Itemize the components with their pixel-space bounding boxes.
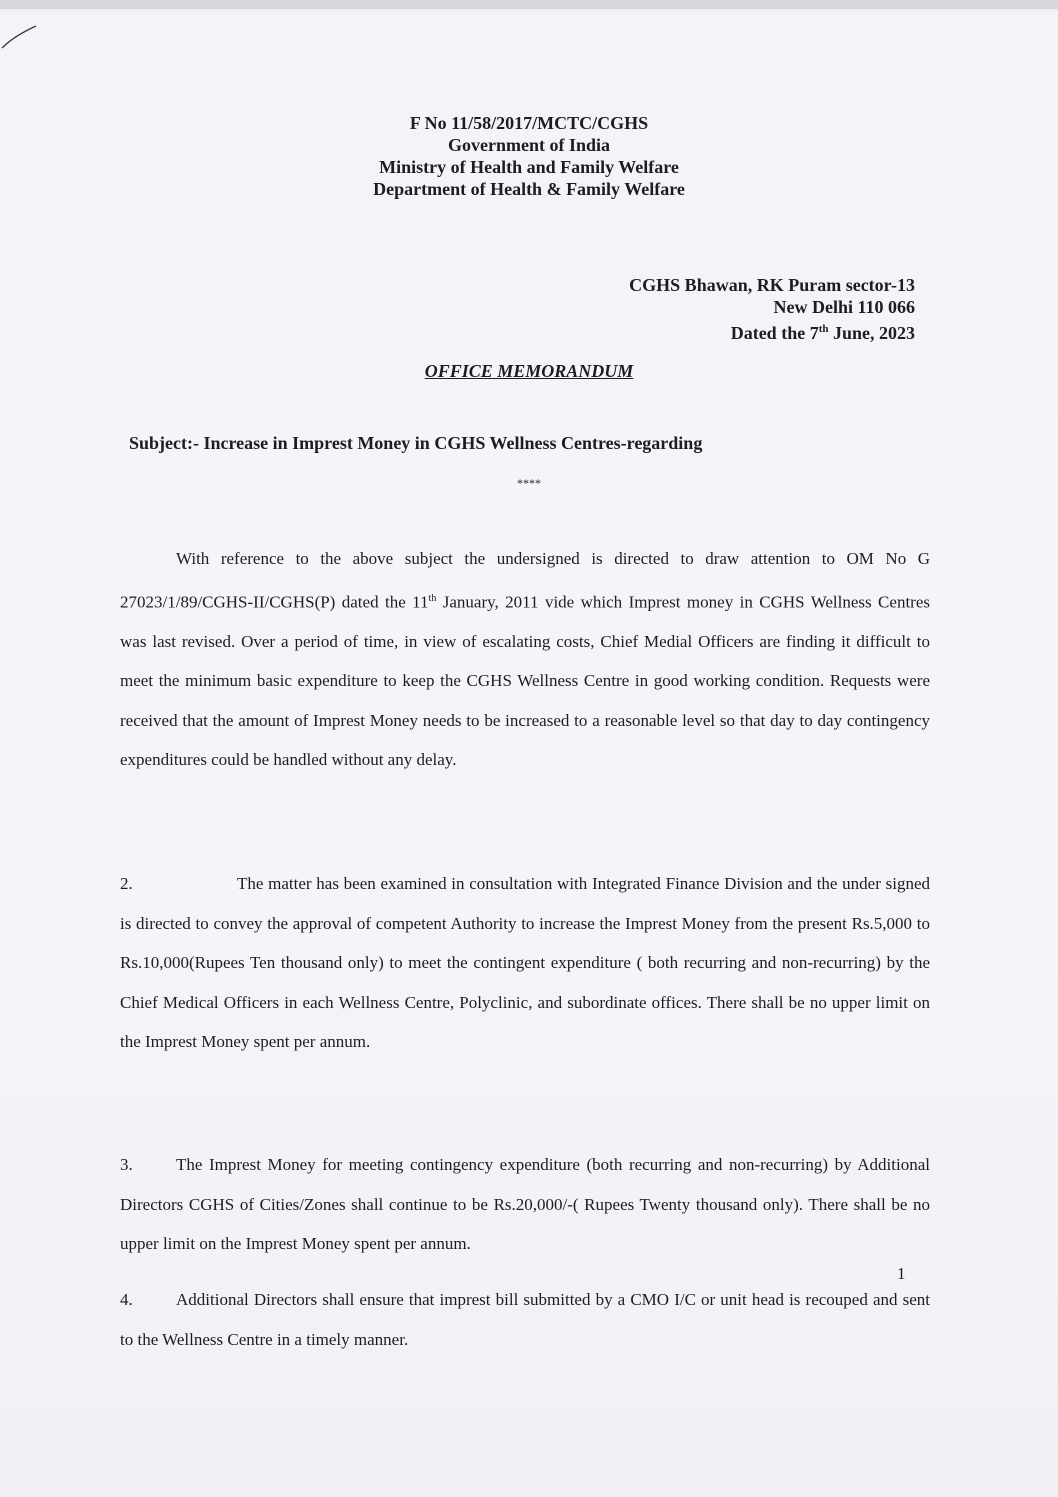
- paragraph-1-part-a: With reference to the above subject the undersigned is directed to draw attention to OM No G 27023/1/89/CGHS-II/CGHS(P) dated the 11: [120, 549, 930, 612]
- paragraph-1-part-b: January, 2011 vide which Imprest money in CGHS Wellness Centres was last revised. Over a period of time, in view of escalating costs, Chief Medial Officers are finding it difficult to meet the minimum basic expenditure to keep the CGHS Wellness Centre in good working condition. Requests were received that the amount of Imprest Money needs to be increased to a reasonable level so that day to day contingency expenditures could be handled without any delay.: [120, 592, 930, 770]
- pen-mark: [0, 0, 48, 60]
- date-rest: June, 2023: [832, 323, 915, 343]
- government-line: Government of India: [448, 135, 610, 155]
- paragraph-2: [120, 864, 930, 1062]
- paragraph-2-text: The matter has been examined in consultation with Integrated Finance Division and the under signed is directed to convey the approval of competent Authority to increase the Imprest Money from the present Rs.5,000 to Rs.10,000(Rupees Ten thousand only) to meet the contingent expenditure ( both recurring and non-recurring) by the Chief Medical Officers in each Wellness Centre, Polyclinic, and subordinate offices. There shall be no upper limit on the Imprest Money spent per annum.: [120, 874, 930, 1051]
- department-line: Department of Health & Family Welfare: [373, 179, 685, 199]
- separator: ****: [517, 476, 541, 490]
- date-day-suffix: th: [818, 323, 829, 335]
- date-line: [731, 318, 915, 344]
- memo-title: OFFICE MEMORANDUM: [424, 361, 634, 381]
- date-prefix: Dated the: [730, 323, 806, 343]
- paragraph-3-text: The Imprest Money for meeting contingency expenditure (both recurring and non-recurring) by Additional Directors CGHS of Cities/Zones shall continue to be Rs.20,000/-( Rupees Twenty thousand only). There shall be no upper limit on the Imprest Money spent per annum.: [120, 1155, 930, 1253]
- paragraph-4: [120, 1280, 930, 1359]
- file-number: F No 11/58/2017/MCTC/CGHS: [409, 113, 649, 133]
- paragraph-3-number: 3.: [120, 1155, 133, 1174]
- paragraph-4-text: Additional Directors shall ensure that imprest bill submitted by a CMO I/C or unit head is recouped and sent to the Wellness Centre in a timely manner.: [120, 1290, 930, 1349]
- address-line-2: New Delhi 110 066: [773, 297, 915, 317]
- paragraph-3: [120, 1145, 930, 1264]
- scan-top-edge: [0, 0, 1058, 9]
- subject-line: Subject:- Increase in Imprest Money in CGHS Wellness Centres-regarding: [129, 433, 703, 453]
- paragraph-1-superscript: th: [428, 592, 437, 604]
- page-number: 1: [897, 1264, 906, 1283]
- paragraph-1: [120, 539, 930, 780]
- paragraph-4-number: 4.: [120, 1290, 133, 1309]
- date-day: 7: [809, 323, 819, 343]
- ministry-line: Ministry of Health and Family Welfare: [379, 157, 679, 177]
- address-line-1: CGHS Bhawan, RK Puram sector-13: [629, 275, 915, 295]
- paragraph-2-number: 2.: [120, 874, 133, 893]
